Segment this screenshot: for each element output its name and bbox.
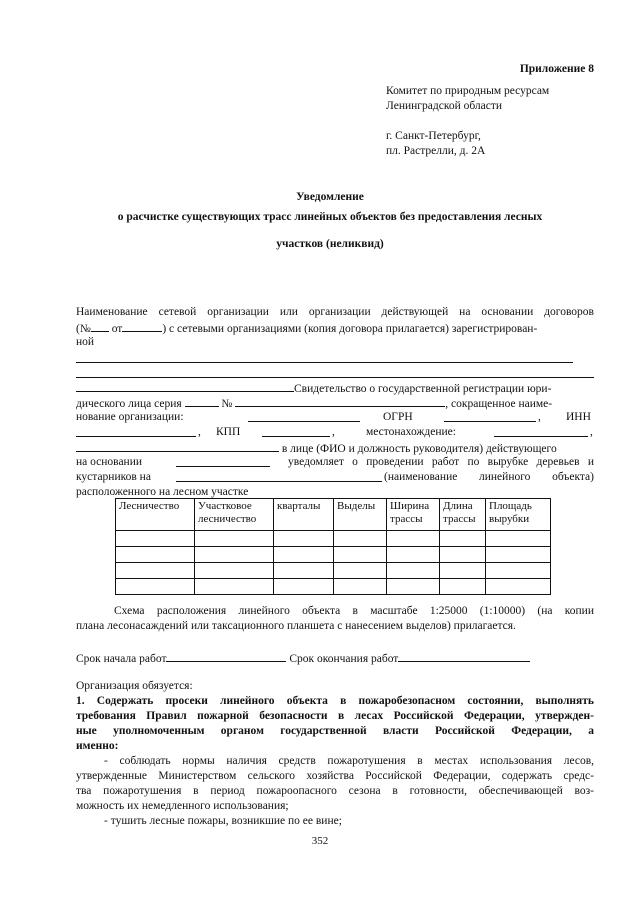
scheme-line1: Схема расположения линейного объекта в масштабе 1:25000 (1:10000) (на копии (114, 605, 594, 617)
short-name-label: , сокращенное наиме- (445, 398, 553, 410)
table-cell[interactable] (274, 531, 334, 547)
end-date-label: Срок окончания работ (289, 653, 399, 665)
header-route-width: Ширина трассы (387, 499, 440, 531)
header-cut-area: Площадь вырубки (486, 499, 551, 531)
work-dates-line (76, 650, 594, 667)
table-row (116, 531, 551, 547)
table-cell[interactable] (274, 547, 334, 563)
location-field-cont[interactable] (76, 440, 279, 452)
table-cell[interactable] (195, 563, 274, 579)
table-cell[interactable] (440, 563, 486, 579)
person-label: в лице (ФИО и должность руководителя) действующего (281, 443, 557, 455)
table-cell[interactable] (440, 531, 486, 547)
inn-label: ИНН (566, 411, 591, 423)
recipient-line: Комитет по природным ресурсам (386, 85, 550, 97)
certificate-label: Свидетельство о государственной регистрации юри- (294, 383, 552, 395)
table-cell[interactable] (195, 579, 274, 595)
recipient-line: г. Санкт-Петербург, (386, 130, 481, 142)
inn-kpp-line (76, 425, 594, 440)
ogrn-label: ОГРН (383, 411, 413, 423)
obligation-1-line3: ные уполномоченным органом государственной власти Российской Федерации, а (76, 725, 594, 737)
linear-object-field[interactable] (176, 470, 382, 482)
contract-date-field[interactable] (122, 320, 162, 332)
table-cell[interactable] (486, 547, 551, 563)
table-cell[interactable] (334, 579, 387, 595)
obligation-1-line4: именно: (76, 740, 119, 752)
table-cell[interactable] (274, 579, 334, 595)
short-name-field[interactable] (248, 410, 360, 422)
table-cell[interactable] (387, 531, 440, 547)
org-name-line3: ной (76, 336, 95, 348)
table-cell[interactable] (274, 563, 334, 579)
contract-number-field[interactable] (91, 320, 109, 332)
contract-number-label: (№ (76, 323, 91, 335)
table-cell[interactable] (440, 579, 486, 595)
org-full-name-field[interactable] (76, 380, 294, 392)
comma: , (538, 411, 541, 423)
obligations-intro: Организация обязуется: (76, 680, 193, 692)
header-quarters: кварталы (274, 499, 334, 531)
ogrn-field[interactable] (444, 410, 536, 422)
shrubs-line (76, 470, 594, 485)
table-cell[interactable] (486, 579, 551, 595)
series-field[interactable] (185, 395, 219, 407)
table-cell[interactable] (440, 547, 486, 563)
table-header-row (116, 499, 551, 531)
org-name-field[interactable] (76, 377, 594, 378)
inn-field[interactable] (76, 425, 196, 437)
table-cell[interactable] (486, 531, 551, 547)
scheme-line2: плана лесонасаждений или таксационного планшета с нанесением выделов) прилагается. (76, 620, 516, 632)
sub-obligation-1-line2: утвержденные Министерством сельского хозяйства Российской Федерации, содержать средс- (76, 770, 594, 782)
sub-obligation-1-line4: можность их немедленного использования; (76, 800, 289, 812)
start-date-label: Срок начала работ (76, 653, 167, 665)
basis-line (76, 455, 594, 470)
end-date-field[interactable] (398, 650, 530, 662)
org-name-line1: Наименование сетевой организации или организации действующей на основании договоров (76, 306, 594, 318)
recipient-line: Ленинградской области (386, 100, 503, 112)
notify-label: уведомляет о проведении работ по вырубке деревьев и (288, 456, 594, 468)
sub-obligation-2: - тушить лесные пожары, возникшие по ее вине; (104, 815, 342, 827)
location-field[interactable] (494, 425, 588, 437)
comma: , (590, 426, 593, 438)
table-cell[interactable] (195, 547, 274, 563)
table-cell[interactable] (334, 531, 387, 547)
table-cell[interactable] (116, 563, 195, 579)
sub-obligation-1-line3: тва пожаротушения в период пожароопасного сезона в готовности, обеспечивающей воз- (76, 785, 594, 797)
header-plots: Выделы (334, 499, 387, 531)
object-name-hint: (наименование линейного объекта) (384, 471, 594, 483)
table-cell[interactable] (486, 563, 551, 579)
contract-date-label: от (111, 323, 123, 335)
document-subtitle-line1: о расчистке существующих трасс линейных объектов без предоставления лесных (117, 211, 543, 223)
org-name-line2 (76, 320, 594, 337)
forest-plot-table (115, 498, 551, 595)
org-name-field[interactable] (76, 362, 573, 363)
recipient-line: пл. Растрелли, д. 2А (386, 145, 486, 157)
sub-obligation-1-line1: - соблюдать нормы наличия средств пожаротушения в местах использования лесов, (104, 755, 594, 767)
short-name-label-cont: нование организации: (76, 411, 184, 423)
document-title: Уведомление (296, 191, 364, 203)
header-route-length: Длина трассы (440, 499, 486, 531)
table-cell[interactable] (387, 579, 440, 595)
start-date-field[interactable] (166, 650, 286, 662)
table-cell[interactable] (116, 531, 195, 547)
document-subtitle-line2: участков (неликвид) (276, 238, 384, 250)
kpp-label: КПП (216, 426, 241, 438)
table-cell[interactable] (195, 531, 274, 547)
contract-copy-text: ) с сетевыми организациями (копия договора прилагается) зарегистрирован- (162, 323, 538, 335)
table-cell[interactable] (334, 563, 387, 579)
comma: , (198, 426, 201, 438)
table-cell[interactable] (387, 563, 440, 579)
header-forestry: Лесничество (116, 499, 195, 531)
table-row (116, 563, 551, 579)
obligation-1-line1: 1. Содержать просеки линейного объекта в пожаробезопасном состоянии, выполнять (76, 695, 594, 707)
basis-label: на основании (76, 456, 143, 468)
page-number: 352 (311, 835, 329, 847)
recipient-block (386, 84, 616, 159)
basis-field[interactable] (176, 455, 270, 467)
certificate-number-field[interactable] (235, 395, 445, 407)
header-district-forestry: Участковое лесничество (195, 499, 274, 531)
obligation-1-line2: требования Правил пожарной безопасности в лесах Российской Федерации, утвержден- (76, 710, 594, 722)
appendix-label: Приложение 8 (519, 63, 594, 75)
kpp-field[interactable] (262, 425, 330, 437)
number-label: № (221, 398, 233, 410)
table-row (116, 547, 551, 563)
table-cell[interactable] (116, 547, 195, 563)
table-cell[interactable] (387, 547, 440, 563)
located-label: расположенного на лесном участке (76, 486, 249, 498)
shrubs-label: кустарников на (76, 471, 151, 483)
table-row (116, 579, 551, 595)
location-label: местонахождение: (366, 426, 456, 438)
table-cell[interactable] (116, 579, 195, 595)
table-cell[interactable] (334, 547, 387, 563)
comma: , (332, 426, 335, 438)
series-label: дического лица серия (76, 398, 182, 410)
name-ogrn-line (76, 410, 594, 425)
